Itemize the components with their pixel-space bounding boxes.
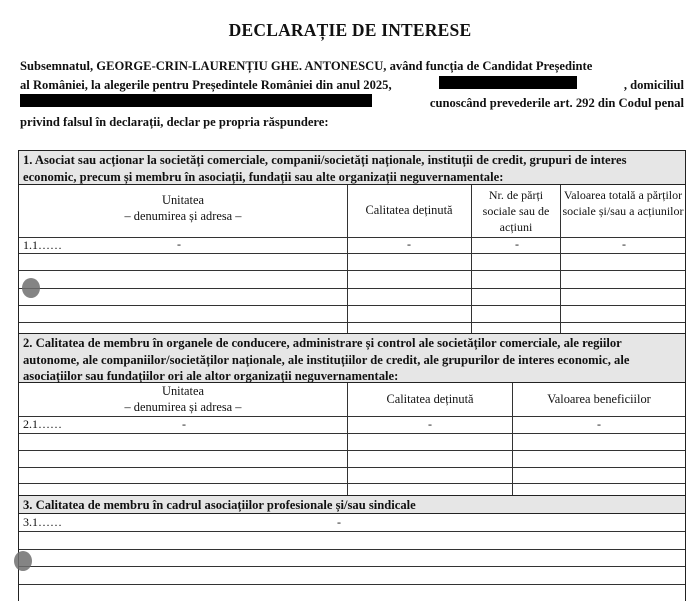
s2-empty-benefits: -	[597, 417, 601, 431]
s2-col-unit-sub: – denumirea și adresa –	[124, 399, 242, 414]
table-row	[19, 468, 685, 484]
intro-statement	[20, 57, 684, 131]
table-row	[19, 271, 685, 289]
s2-empty-quality: -	[428, 417, 432, 431]
redacted-block-2	[20, 94, 372, 107]
s2-col-quality: Calitatea deținută	[386, 392, 474, 406]
table-row	[19, 417, 685, 434]
table-row	[19, 254, 685, 271]
intro-line-3: cunoscând prevederile art. 292 din Codul penal	[429, 96, 684, 110]
s1-empty-quality: -	[407, 237, 411, 251]
s1-col-unit	[19, 193, 347, 224]
s1-col-quality: Calitatea deținută	[365, 203, 453, 217]
s1-divider	[471, 185, 472, 333]
table-row	[19, 323, 685, 333]
document-title: DECLARAȚIE DE INTERESE	[228, 20, 472, 40]
s2-col-benefits: Valoarea beneficiilor	[547, 392, 651, 406]
s1-col-shares: Nr. de părți sociale sau de acțiuni	[482, 188, 550, 234]
s1-empty-shares: -	[515, 237, 519, 251]
table-row	[19, 484, 685, 495]
table-row	[19, 515, 685, 532]
s3-empty-value: -	[337, 515, 341, 529]
s2-col-unit-title: Unitatea	[162, 384, 204, 398]
declaration-table	[18, 150, 686, 601]
punch-hole-mark	[14, 551, 32, 571]
punch-hole-mark	[22, 278, 40, 298]
s1-divider	[347, 185, 348, 333]
s1-row-label: 1.1……	[23, 238, 62, 252]
s1-empty-unit: -	[177, 237, 181, 251]
table-row	[19, 306, 685, 323]
s2-divider	[512, 383, 513, 495]
section-3-heading: 3. Calitatea de membru în cadrul asociațiilor profesionale și/sau sindicale	[19, 495, 685, 514]
table-row	[19, 289, 685, 306]
section-1-heading: 1. Asociat sau acționar la societăți comerciale, companii/societăți naționale, instituții de credit, grupuri de interes economic, precum și membru în asociații, fundații sau alte organizații neguvernamentale:	[19, 151, 685, 185]
section-2-heading: 2. Calitatea de membru în organele de conducere, administrare și control ale societăților comerciale, ale regiilor autonome, ale companiilor/societăților naționale, ale instituțiilor de credit, ale grupurilor de interes economic, ale asociațiilor sau fundațiilor ori ale altor organizații neguvernamentale:	[19, 333, 685, 383]
s1-col-value: Valoarea totală a părților sociale și/sau a acțiunilor	[562, 188, 684, 218]
s1-divider	[560, 185, 561, 333]
intro-line-4: privind falsul în declarații, declar pe propria răspundere:	[20, 114, 329, 129]
s2-col-unit	[19, 384, 347, 415]
s3-row-label: 3.1……	[23, 515, 62, 529]
table-row	[19, 434, 685, 451]
s1-col-unit-title: Unitatea	[162, 193, 204, 207]
s2-divider	[347, 383, 348, 495]
table-row	[19, 237, 685, 254]
intro-line-2: al României, la alegerile pentru Președintele României din anul 2025,	[20, 77, 392, 92]
s1-col-unit-sub: – denumirea și adresa –	[124, 208, 242, 223]
table-row	[19, 550, 685, 567]
s2-empty-unit: -	[182, 417, 186, 431]
table-row	[19, 451, 685, 468]
s1-empty-value: -	[622, 237, 626, 251]
table-row	[19, 532, 685, 550]
intro-line-2-end: , domiciliul	[623, 77, 684, 92]
intro-line-1: Subsemnatul, GEORGE-CRIN-LAURENȚIU GHE. ANTONESCU, având funcția de Candidat Președinte	[20, 59, 593, 73]
redacted-block-1	[439, 76, 577, 89]
s2-row-label: 2.1……	[23, 417, 62, 431]
table-row	[19, 567, 685, 585]
